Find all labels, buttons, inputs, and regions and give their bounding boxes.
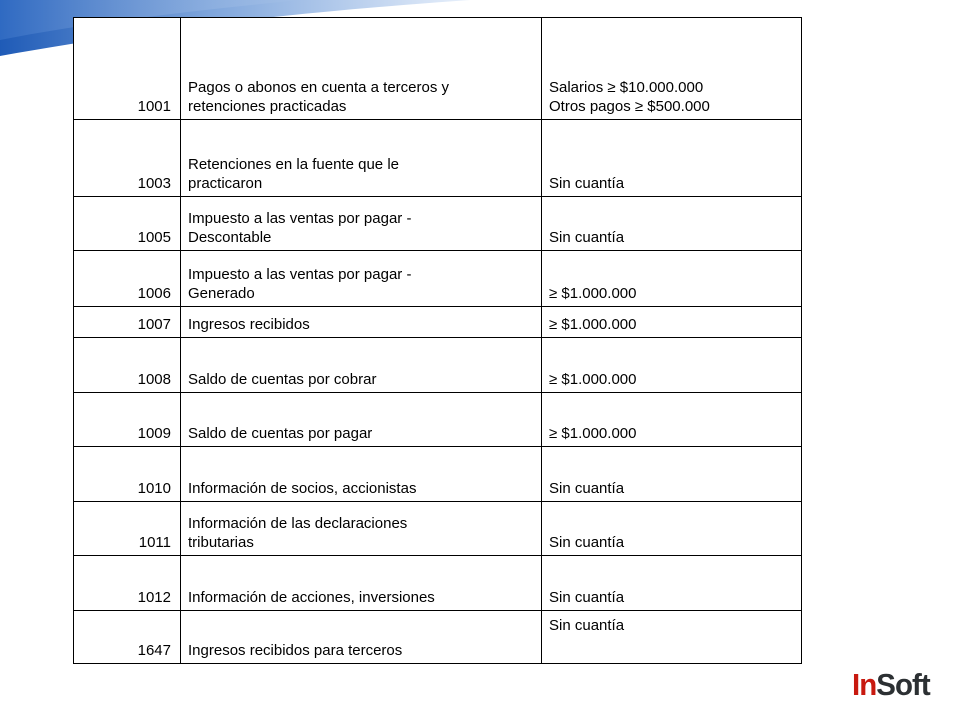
format-threshold: ≥ $1.000.000 bbox=[542, 393, 802, 447]
format-description: Saldo de cuentas por pagar bbox=[181, 393, 542, 447]
format-description: Pagos o abonos en cuenta a terceros y retenciones practicadas bbox=[181, 18, 542, 120]
format-code: 1647 bbox=[74, 611, 181, 664]
format-code: 1005 bbox=[74, 197, 181, 251]
format-code: 1010 bbox=[74, 447, 181, 502]
format-threshold: Sin cuantía bbox=[542, 120, 802, 197]
format-threshold: Sin cuantía bbox=[542, 197, 802, 251]
table-row bbox=[74, 18, 802, 120]
table-row bbox=[74, 251, 802, 307]
format-threshold: Sin cuantía bbox=[542, 611, 802, 664]
formats-table bbox=[73, 17, 802, 664]
format-code: 1006 bbox=[74, 251, 181, 307]
insoft-logo: InSoft bbox=[852, 667, 930, 702]
format-description: Saldo de cuentas por cobrar bbox=[181, 338, 542, 393]
table-row bbox=[74, 447, 802, 502]
format-threshold: Sin cuantía bbox=[542, 556, 802, 611]
format-threshold: ≥ $1.000.000 bbox=[542, 338, 802, 393]
format-description: Ingresos recibidos para terceros bbox=[181, 611, 542, 664]
table-row bbox=[74, 338, 802, 393]
table-row bbox=[74, 611, 802, 664]
table-row bbox=[74, 502, 802, 556]
format-description: Ingresos recibidos bbox=[181, 307, 542, 338]
format-threshold: Sin cuantía bbox=[542, 447, 802, 502]
format-code: 1012 bbox=[74, 556, 181, 611]
format-code: 1008 bbox=[74, 338, 181, 393]
format-code: 1011 bbox=[74, 502, 181, 556]
format-description: Información de las declaraciones tributarias bbox=[181, 502, 542, 556]
table-row bbox=[74, 197, 802, 251]
format-description: Información de acciones, inversiones bbox=[181, 556, 542, 611]
table-row bbox=[74, 307, 802, 338]
format-threshold: Salarios ≥ $10.000.000 Otros pagos ≥ $500.000 bbox=[542, 18, 802, 120]
format-code: 1003 bbox=[74, 120, 181, 197]
format-description: Impuesto a las ventas por pagar - Descontable bbox=[181, 197, 542, 251]
format-description: Retenciones en la fuente que le practicaron bbox=[181, 120, 542, 197]
format-threshold: ≥ $1.000.000 bbox=[542, 251, 802, 307]
format-description: Información de socios, accionistas bbox=[181, 447, 542, 502]
format-threshold: Sin cuantía bbox=[542, 502, 802, 556]
format-description: Impuesto a las ventas por pagar - Generado bbox=[181, 251, 542, 307]
format-code: 1009 bbox=[74, 393, 181, 447]
format-code: 1007 bbox=[74, 307, 181, 338]
table-row bbox=[74, 393, 802, 447]
format-code: 1001 bbox=[74, 18, 181, 120]
format-threshold: ≥ $1.000.000 bbox=[542, 307, 802, 338]
table-row bbox=[74, 556, 802, 611]
table-row bbox=[74, 120, 802, 197]
